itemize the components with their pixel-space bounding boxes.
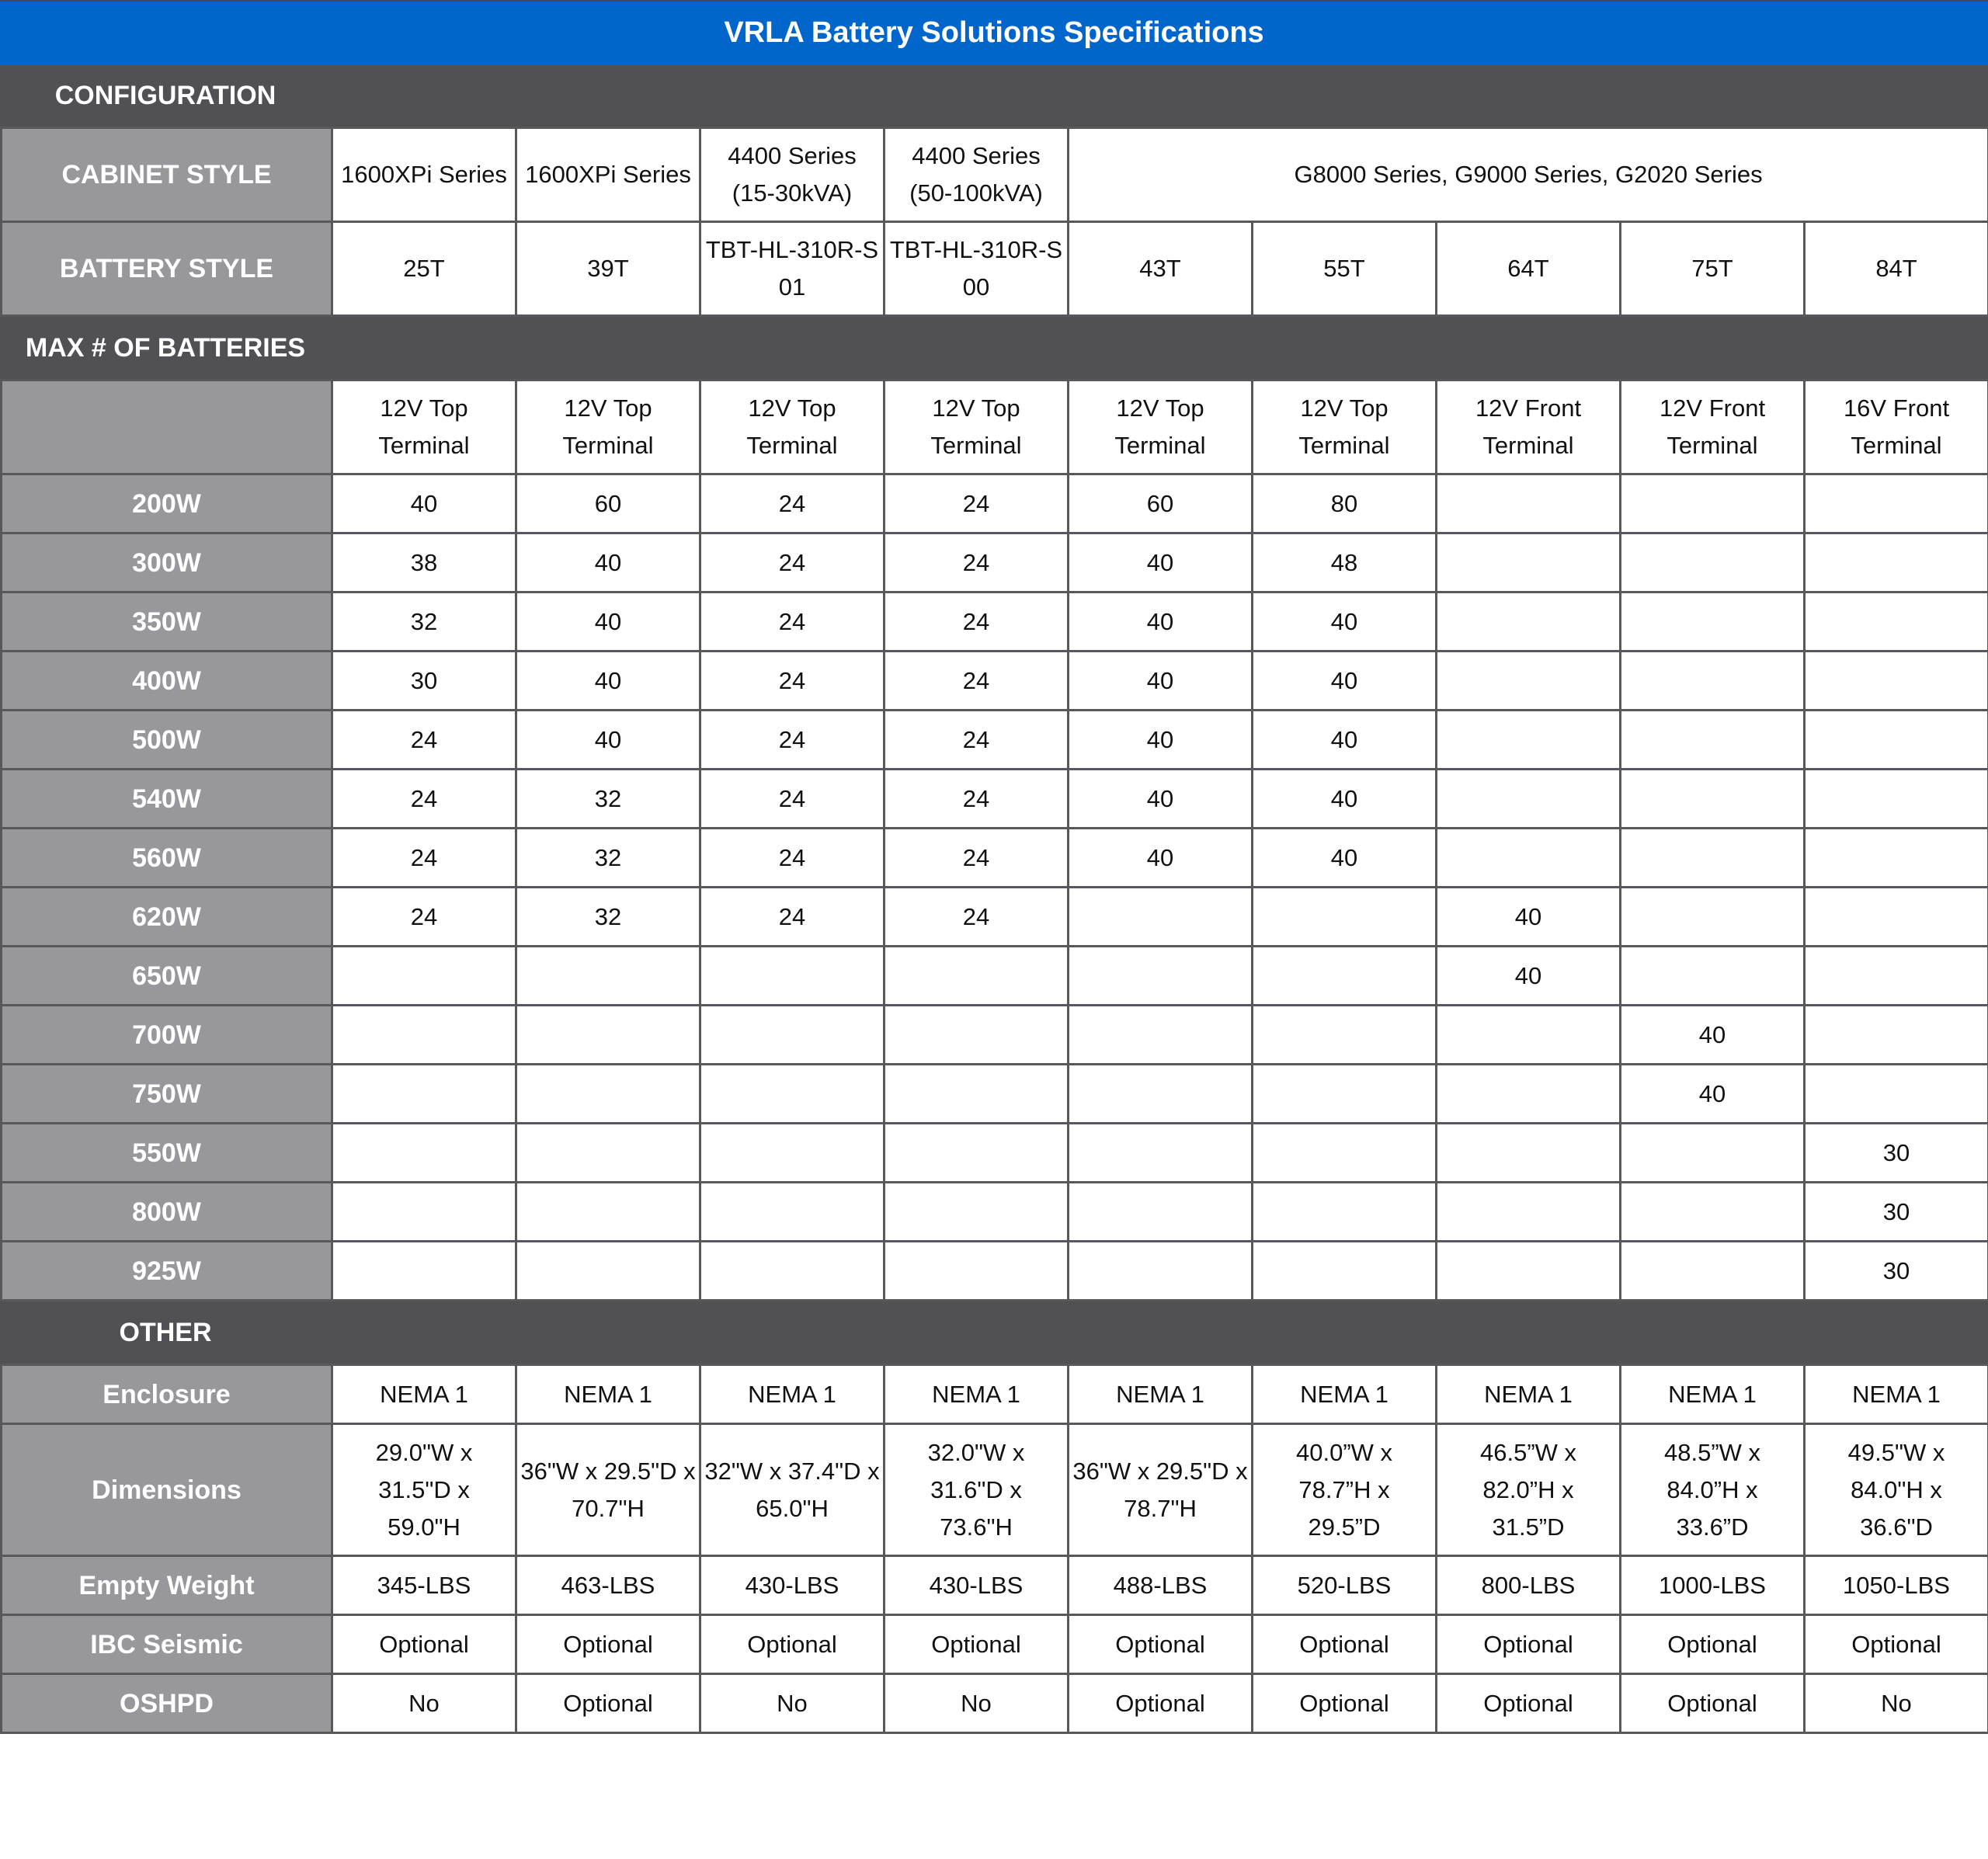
value-cell: 24: [332, 711, 516, 770]
value-cell: [1621, 1242, 1805, 1301]
value-cell: Optional: [1069, 1674, 1253, 1733]
row-label: IBC Seismic: [2, 1615, 332, 1674]
value-cell: [1253, 1183, 1437, 1242]
value-cell: 40: [1621, 1006, 1805, 1065]
value-cell: 40: [1621, 1065, 1805, 1124]
value-cell: 24: [700, 770, 885, 829]
value-cell: [700, 1006, 885, 1065]
value-cell: Optional: [1253, 1674, 1437, 1733]
value-cell: 32.0"W x 31.6"D x 73.6"H: [885, 1424, 1069, 1556]
terminal-cell: 12V Front Terminal: [1437, 380, 1621, 474]
wattage-row: [2, 652, 1988, 711]
configuration-table: [0, 127, 1988, 317]
value-cell: [1805, 474, 1988, 533]
value-cell: Optional: [1621, 1615, 1805, 1674]
value-cell: 24: [885, 652, 1069, 711]
battery-style-row: [2, 222, 1988, 316]
value-cell: [1253, 888, 1437, 947]
value-cell: NEMA 1: [516, 1365, 700, 1424]
value-cell: [1621, 533, 1805, 592]
value-cell: NEMA 1: [885, 1365, 1069, 1424]
wattage-row: [2, 770, 1988, 829]
value-cell: 32: [516, 888, 700, 947]
value-cell: [1805, 1006, 1988, 1065]
value-cell: 24: [700, 652, 885, 711]
value-cell: [332, 1065, 516, 1124]
value-cell: 24: [332, 770, 516, 829]
value-cell: Optional: [1069, 1615, 1253, 1674]
value-cell: No: [885, 1674, 1069, 1733]
value-cell: [516, 1065, 700, 1124]
value-cell: [1437, 592, 1621, 652]
value-cell: No: [700, 1674, 885, 1733]
value-cell: 30: [1805, 1183, 1988, 1242]
value-cell: [1437, 770, 1621, 829]
battery-cell: TBT-HL-310R-S01: [700, 222, 885, 316]
terminal-cell: 12V Top Terminal: [885, 380, 1069, 474]
battery-cell: 84T: [1805, 222, 1988, 316]
wattage-row: [2, 947, 1988, 1006]
value-cell: 24: [885, 770, 1069, 829]
row-label: 620W: [2, 888, 332, 947]
value-cell: 40: [1069, 711, 1253, 770]
value-cell: 60: [516, 474, 700, 533]
wattage-row: [2, 1065, 1988, 1124]
value-cell: 40: [1069, 770, 1253, 829]
value-cell: 48.5”W x 84.0”H x 33.6”D: [1621, 1424, 1805, 1556]
battery-cell: 39T: [516, 222, 700, 316]
row-label: Dimensions: [2, 1424, 332, 1556]
value-cell: 24: [885, 829, 1069, 888]
value-cell: [1805, 592, 1988, 652]
value-cell: 40: [516, 711, 700, 770]
value-cell: [332, 1242, 516, 1301]
value-cell: [885, 1065, 1069, 1124]
value-cell: 40: [1437, 947, 1621, 1006]
value-cell: [1253, 1065, 1437, 1124]
value-cell: 430-LBS: [700, 1556, 885, 1615]
value-cell: 48: [1253, 533, 1437, 592]
value-cell: Optional: [516, 1615, 700, 1674]
value-cell: NEMA 1: [1621, 1365, 1805, 1424]
value-cell: 30: [1805, 1242, 1988, 1301]
row-label: 750W: [2, 1065, 332, 1124]
terminal-cell: 12V Top Terminal: [332, 380, 516, 474]
value-cell: NEMA 1: [1253, 1365, 1437, 1424]
battery-cell: 64T: [1437, 222, 1621, 316]
value-cell: [885, 1124, 1069, 1183]
value-cell: NEMA 1: [332, 1365, 516, 1424]
wattage-row: [2, 1124, 1988, 1183]
value-cell: 40: [1069, 533, 1253, 592]
battery-cell: 75T: [1621, 222, 1805, 316]
value-cell: [700, 1065, 885, 1124]
row-label: 500W: [2, 711, 332, 770]
row-label: 925W: [2, 1242, 332, 1301]
value-cell: [1805, 1065, 1988, 1124]
other-row: [2, 1365, 1988, 1424]
value-cell: 24: [885, 711, 1069, 770]
other-table: [0, 1364, 1988, 1734]
value-cell: 24: [700, 711, 885, 770]
value-cell: [1621, 711, 1805, 770]
row-label: Empty Weight: [2, 1556, 332, 1615]
value-cell: [1437, 829, 1621, 888]
terminal-cell: 12V Front Terminal: [1621, 380, 1805, 474]
cabinet-cell: G8000 Series, G9000 Series, G2020 Series: [1069, 128, 1988, 222]
section-configuration: [0, 64, 1988, 127]
value-cell: 40: [1437, 888, 1621, 947]
row-label: Enclosure: [2, 1365, 332, 1424]
value-cell: [1621, 1124, 1805, 1183]
value-cell: 40: [1069, 829, 1253, 888]
value-cell: 24: [885, 474, 1069, 533]
value-cell: 24: [700, 888, 885, 947]
section-max-batteries: [0, 317, 1988, 379]
value-cell: [700, 1183, 885, 1242]
value-cell: [1805, 652, 1988, 711]
row-label: BATTERY STYLE: [2, 222, 332, 316]
value-cell: 24: [700, 474, 885, 533]
value-cell: [885, 1006, 1069, 1065]
value-cell: 24: [332, 888, 516, 947]
value-cell: [516, 1006, 700, 1065]
value-cell: [885, 1242, 1069, 1301]
value-cell: 36"W x 29.5"D x 70.7"H: [516, 1424, 700, 1556]
wattage-row: [2, 888, 1988, 947]
value-cell: [516, 1183, 700, 1242]
value-cell: [1253, 947, 1437, 1006]
value-cell: [1621, 829, 1805, 888]
value-cell: Optional: [332, 1615, 516, 1674]
value-cell: [1069, 1124, 1253, 1183]
value-cell: [885, 1183, 1069, 1242]
value-cell: NEMA 1: [1069, 1365, 1253, 1424]
value-cell: 24: [700, 533, 885, 592]
cabinet-cell: 1600XPi Series: [332, 128, 516, 222]
wattage-row: [2, 711, 1988, 770]
value-cell: NEMA 1: [700, 1365, 885, 1424]
value-cell: [332, 947, 516, 1006]
value-cell: [700, 1242, 885, 1301]
value-cell: 40.0”W x 78.7”H x 29.5”D: [1253, 1424, 1437, 1556]
row-label: CABINET STYLE: [2, 128, 332, 222]
value-cell: [1069, 947, 1253, 1006]
value-cell: 520-LBS: [1253, 1556, 1437, 1615]
row-label: 400W: [2, 652, 332, 711]
value-cell: 30: [332, 652, 516, 711]
row-label: 560W: [2, 829, 332, 888]
cabinet-style-row: [2, 128, 1988, 222]
terminal-cell: 12V Top Terminal: [700, 380, 885, 474]
value-cell: Optional: [516, 1674, 700, 1733]
value-cell: Optional: [700, 1615, 885, 1674]
value-cell: 80: [1253, 474, 1437, 533]
max-batteries-table: [0, 379, 1988, 1301]
value-cell: 40: [516, 652, 700, 711]
battery-cell: 55T: [1253, 222, 1437, 316]
value-cell: [1437, 1183, 1621, 1242]
value-cell: 40: [1253, 770, 1437, 829]
value-cell: [1437, 1242, 1621, 1301]
wattage-row: [2, 1183, 1988, 1242]
terminal-cell: 12V Top Terminal: [516, 380, 700, 474]
value-cell: [1069, 1065, 1253, 1124]
other-row: [2, 1615, 1988, 1674]
value-cell: No: [332, 1674, 516, 1733]
value-cell: 1050-LBS: [1805, 1556, 1988, 1615]
value-cell: No: [1805, 1674, 1988, 1733]
wattage-row: [2, 592, 1988, 652]
value-cell: 40: [1253, 592, 1437, 652]
other-row: [2, 1674, 1988, 1733]
row-label: 350W: [2, 592, 332, 652]
value-cell: 36"W x 29.5"D x 78.7"H: [1069, 1424, 1253, 1556]
value-cell: 40: [1253, 829, 1437, 888]
battery-cell: TBT-HL-310R-S00: [885, 222, 1069, 316]
value-cell: [516, 947, 700, 1006]
value-cell: [1253, 1006, 1437, 1065]
value-cell: [885, 947, 1069, 1006]
value-cell: 49.5"W x 84.0"H x 36.6"D: [1805, 1424, 1988, 1556]
sheet-title: VRLA Battery Solutions Specifications: [0, 0, 1988, 64]
value-cell: [516, 1242, 700, 1301]
battery-cell: 25T: [332, 222, 516, 316]
row-label: 540W: [2, 770, 332, 829]
row-label: 800W: [2, 1183, 332, 1242]
terminal-cell: 12V Top Terminal: [1069, 380, 1253, 474]
row-label: 200W: [2, 474, 332, 533]
value-cell: 40: [1253, 711, 1437, 770]
row-label: 550W: [2, 1124, 332, 1183]
value-cell: 40: [516, 533, 700, 592]
terminal-cell: 12V Top Terminal: [1253, 380, 1437, 474]
value-cell: [332, 1006, 516, 1065]
value-cell: 24: [700, 592, 885, 652]
value-cell: 24: [885, 592, 1069, 652]
value-cell: 430-LBS: [885, 1556, 1069, 1615]
value-cell: 46.5”W x 82.0”H x 31.5”D: [1437, 1424, 1621, 1556]
section-label: CONFIGURATION: [54, 80, 276, 110]
value-cell: [1805, 533, 1988, 592]
value-cell: Optional: [885, 1615, 1069, 1674]
value-cell: 1000-LBS: [1621, 1556, 1805, 1615]
row-label: OSHPD: [2, 1674, 332, 1733]
value-cell: [1437, 1124, 1621, 1183]
cabinet-cell: 4400 Series (15-30kVA): [700, 128, 885, 222]
wattage-row: [2, 533, 1988, 592]
row-label: 300W: [2, 533, 332, 592]
wattage-row: [2, 474, 1988, 533]
value-cell: Optional: [1621, 1674, 1805, 1733]
value-cell: [1621, 770, 1805, 829]
row-label: 650W: [2, 947, 332, 1006]
value-cell: 345-LBS: [332, 1556, 516, 1615]
value-cell: 40: [1253, 652, 1437, 711]
value-cell: 30: [1805, 1124, 1988, 1183]
value-cell: [1437, 711, 1621, 770]
value-cell: 32: [516, 829, 700, 888]
row-label: 700W: [2, 1006, 332, 1065]
value-cell: [516, 1124, 700, 1183]
value-cell: [1621, 652, 1805, 711]
value-cell: 24: [700, 829, 885, 888]
value-cell: [1437, 652, 1621, 711]
value-cell: [1437, 1006, 1621, 1065]
value-cell: [1621, 1183, 1805, 1242]
value-cell: 32"W x 37.4"D x 65.0"H: [700, 1424, 885, 1556]
value-cell: [332, 1183, 516, 1242]
value-cell: Optional: [1253, 1615, 1437, 1674]
value-cell: NEMA 1: [1437, 1365, 1621, 1424]
section-label: OTHER: [119, 1317, 212, 1347]
other-row: [2, 1424, 1988, 1556]
value-cell: 40: [1069, 592, 1253, 652]
value-cell: 60: [1069, 474, 1253, 533]
row-label-empty: [2, 380, 332, 474]
value-cell: 40: [1069, 652, 1253, 711]
value-cell: [1621, 888, 1805, 947]
value-cell: [1253, 1242, 1437, 1301]
value-cell: [1437, 1065, 1621, 1124]
value-cell: [1621, 947, 1805, 1006]
value-cell: [332, 1124, 516, 1183]
wattage-row: [2, 1242, 1988, 1301]
value-cell: Optional: [1437, 1674, 1621, 1733]
cabinet-cell: 1600XPi Series: [516, 128, 700, 222]
value-cell: [1805, 829, 1988, 888]
wattage-row: [2, 1006, 1988, 1065]
value-cell: 488-LBS: [1069, 1556, 1253, 1615]
value-cell: 800-LBS: [1437, 1556, 1621, 1615]
value-cell: 40: [332, 474, 516, 533]
cabinet-cell: 4400 Series (50-100kVA): [885, 128, 1069, 222]
value-cell: 463-LBS: [516, 1556, 700, 1615]
wattage-row: [2, 829, 1988, 888]
terminal-cell: 16V Front Terminal: [1805, 380, 1988, 474]
terminal-type-row: [2, 380, 1988, 474]
section-label: MAX # OF BATTERIES: [25, 332, 306, 363]
other-row: [2, 1556, 1988, 1615]
value-cell: [1805, 770, 1988, 829]
value-cell: [1069, 1183, 1253, 1242]
value-cell: [700, 1124, 885, 1183]
value-cell: 24: [332, 829, 516, 888]
value-cell: 29.0"W x 31.5"D x 59.0"H: [332, 1424, 516, 1556]
value-cell: NEMA 1: [1805, 1365, 1988, 1424]
value-cell: [1437, 474, 1621, 533]
value-cell: 24: [885, 533, 1069, 592]
value-cell: [1805, 711, 1988, 770]
value-cell: Optional: [1805, 1615, 1988, 1674]
value-cell: [1069, 1242, 1253, 1301]
value-cell: [1621, 592, 1805, 652]
value-cell: [1805, 947, 1988, 1006]
value-cell: 24: [885, 888, 1069, 947]
value-cell: [1069, 1006, 1253, 1065]
value-cell: 32: [332, 592, 516, 652]
value-cell: [1621, 474, 1805, 533]
battery-cell: 43T: [1069, 222, 1253, 316]
value-cell: 38: [332, 533, 516, 592]
value-cell: 32: [516, 770, 700, 829]
value-cell: [700, 947, 885, 1006]
value-cell: [1437, 533, 1621, 592]
section-other: [0, 1301, 1988, 1364]
value-cell: 40: [516, 592, 700, 652]
value-cell: [1069, 888, 1253, 947]
value-cell: [1253, 1124, 1437, 1183]
value-cell: [1805, 888, 1988, 947]
value-cell: Optional: [1437, 1615, 1621, 1674]
